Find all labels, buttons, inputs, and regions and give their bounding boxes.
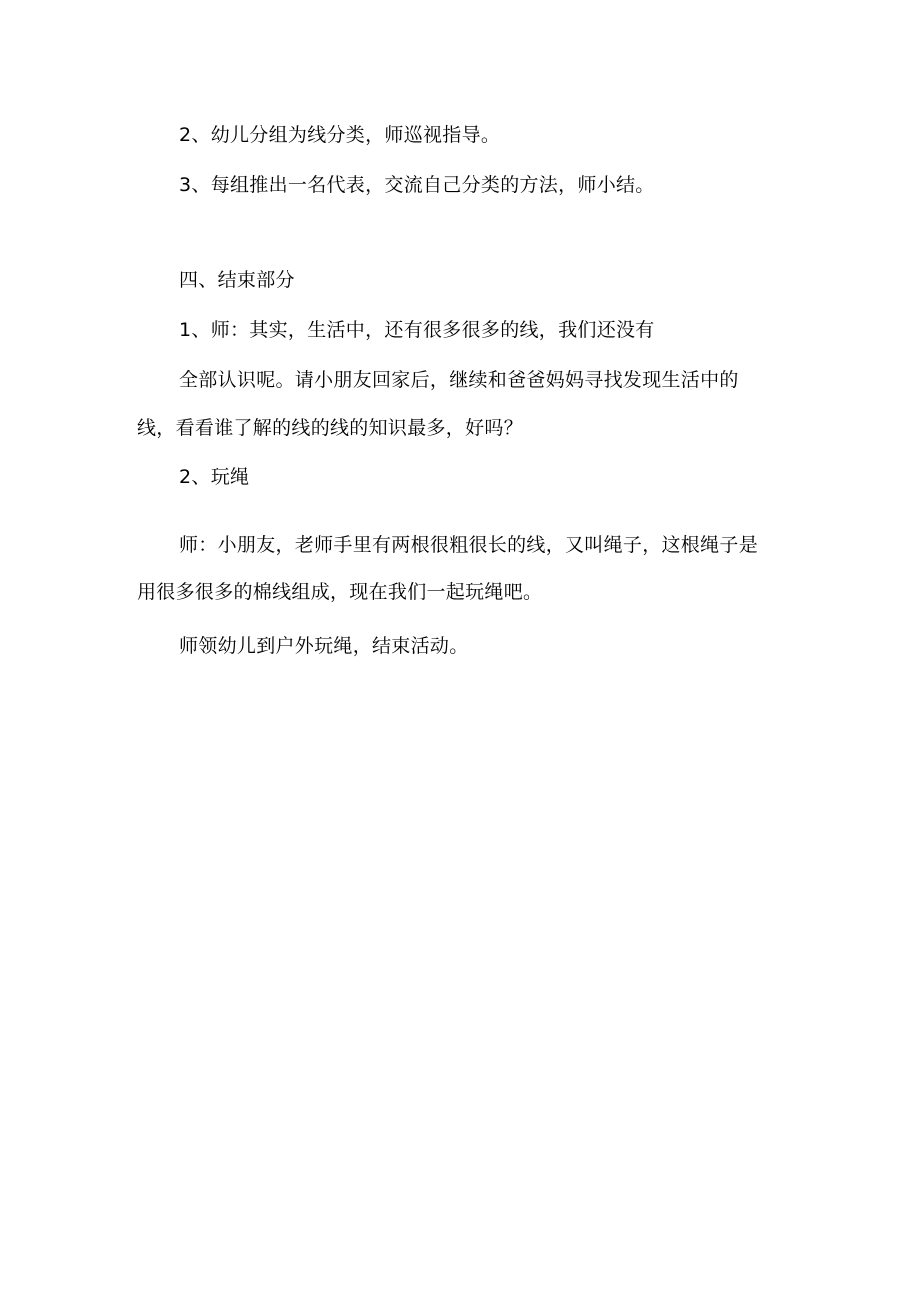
closing-line: 师领幼儿到户外玩绳，结束活动。 xyxy=(179,635,469,657)
rope-paragraph-line-b: 用很多很多的棉线组成，现在我们一起玩绳吧。 xyxy=(137,581,543,603)
rope-paragraph-line-a: 师：小朋友，老师手里有两根很粗很长的线，又叫绳子，这根绳子是 xyxy=(179,534,759,556)
step-2-grouping-line: 2、幼儿分组为线分类，师巡视指导。 xyxy=(179,124,501,146)
ending-step-1-line-b: 全部认识呢。请小朋友回家后，继续和爸爸妈妈寻找发现生活中的 xyxy=(179,369,739,391)
ending-step-1-line-a: 1、师：其实，生活中，还有很多很多的线，我们还没有 xyxy=(179,319,655,341)
section-heading-ending: 四、结束部分 xyxy=(179,269,295,291)
ending-step-2-heading: 2、玩绳 xyxy=(179,466,250,488)
step-3-representative-line: 3、每组推出一名代表，交流自己分类的方法，师小结。 xyxy=(179,174,655,196)
ending-step-1-line-c: 线，看看谁了解的线的线的知识最多，好吗？ xyxy=(137,417,524,439)
